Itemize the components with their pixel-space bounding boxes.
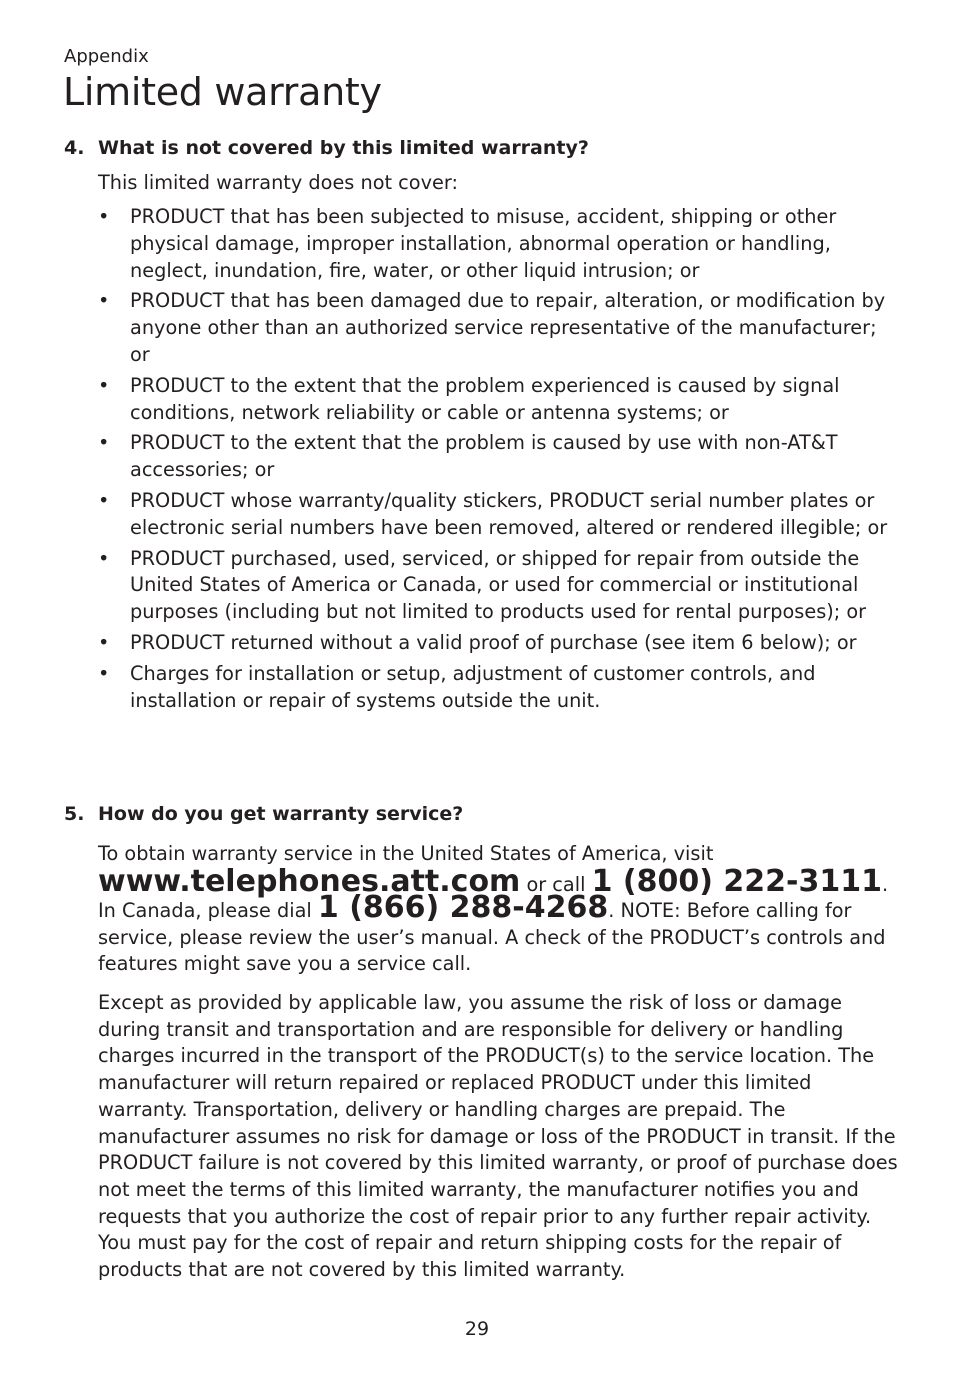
or-call-text: or call [520, 873, 592, 896]
bullet-icon: • [98, 431, 110, 455]
bullet-icon: • [98, 661, 110, 685]
list-item-text: PRODUCT purchased, used, serviced, or shipped for repair from outside the United States of America or Canada, or used for commercial or institutional purposes (including but not limited to products used for rental purposes); or [130, 546, 867, 624]
page-number: 29 [464, 1318, 490, 1340]
bullet-icon: • [98, 289, 110, 313]
question-number: 5. [64, 803, 85, 825]
bullet-icon: • [98, 488, 110, 512]
question-text: How do you get warranty service? [98, 803, 464, 825]
list-item [98, 288, 898, 368]
period-text: . [881, 873, 889, 896]
list-item-text: PRODUCT returned without a valid proof of purchase (see item 6 below); or [130, 630, 857, 654]
list-item [98, 430, 898, 484]
q4-intro: This limited warranty does not cover: [98, 171, 458, 194]
list-item [98, 488, 898, 542]
list-item [98, 546, 898, 626]
note-text: . NOTE: Before calling for service, please review the user’s manual. A check of the PRODUCT’s controls and features might save you a service call. [98, 899, 886, 976]
exclusions-list [98, 204, 898, 718]
list-item [98, 630, 898, 657]
list-item-text: Charges for installation or setup, adjustment of customer controls, and installation or repair of systems outside the unit. [130, 661, 816, 712]
list-item-text: PRODUCT to the extent that the problem is caused by use with non-AT&T accessories; or [130, 431, 838, 482]
canada-prefix: In Canada, please dial [98, 899, 318, 922]
list-item-text: PRODUCT that has been damaged due to repair, alteration, or modification by anyone other than an authorized service representative of the manufacturer; or [130, 289, 886, 366]
list-item [98, 661, 898, 715]
bullet-icon: • [98, 205, 110, 228]
bullet-icon: • [98, 630, 110, 654]
section-label: Appendix [64, 46, 149, 67]
question-text: What is not covered by this limited warranty? [98, 137, 589, 159]
list-item-text: PRODUCT to the extent that the problem experienced is caused by signal conditions, network reliability or cable or antenna systems; or [130, 373, 840, 424]
question-number: 4. [64, 137, 85, 159]
bullet-icon: • [98, 373, 110, 397]
service-line: To obtain warranty service in the United States of America, visit [98, 842, 714, 865]
canada-paragraph [98, 890, 888, 978]
website-link[interactable]: www.telephones.att.com [98, 864, 521, 899]
list-item-text: PRODUCT that has been subjected to misuse, accident, shipping or other physical damage, improper installation, abnormal operation or handling, neglect, inundation, fire, water, or other liquid intrusion; or [130, 205, 837, 282]
page-title: Limited warranty [63, 70, 382, 114]
shipping-paragraph: Except as provided by applicable law, you assume the risk of loss or damage during transit and transportation and are responsible for delivery or handling charges incurred in the transport of the PRODUCT(s) to the service location. The manufacturer will return repaired or replaced PRODUCT under this limited warranty. Transportation, delivery or handling charges are prepaid. The manufacturer assumes no risk for damage or loss of the PRODUCT in transit. If the PRODUCT failure is not covered by this limited warranty, or proof of purchase does not meet the terms of this limited warranty, the manufacturer notifies you and requests that you authorize the cost of repair prior to any further repair activity. You must pay for the cost of repair and return shipping costs for the repair of products that are not covered by this limited warranty. [98, 991, 898, 1282]
bullet-icon: • [98, 546, 110, 570]
us-phone-number: 1 (800) 222-3111 [591, 864, 882, 899]
list-item-text: PRODUCT whose warranty/quality stickers, PRODUCT serial number plates or electronic serial numbers have been removed, altered or rendered illegible; or [130, 488, 888, 539]
canada-phone-number: 1 (866) 288-4268 [317, 890, 609, 925]
list-item [98, 373, 898, 427]
list-item [98, 204, 898, 284]
